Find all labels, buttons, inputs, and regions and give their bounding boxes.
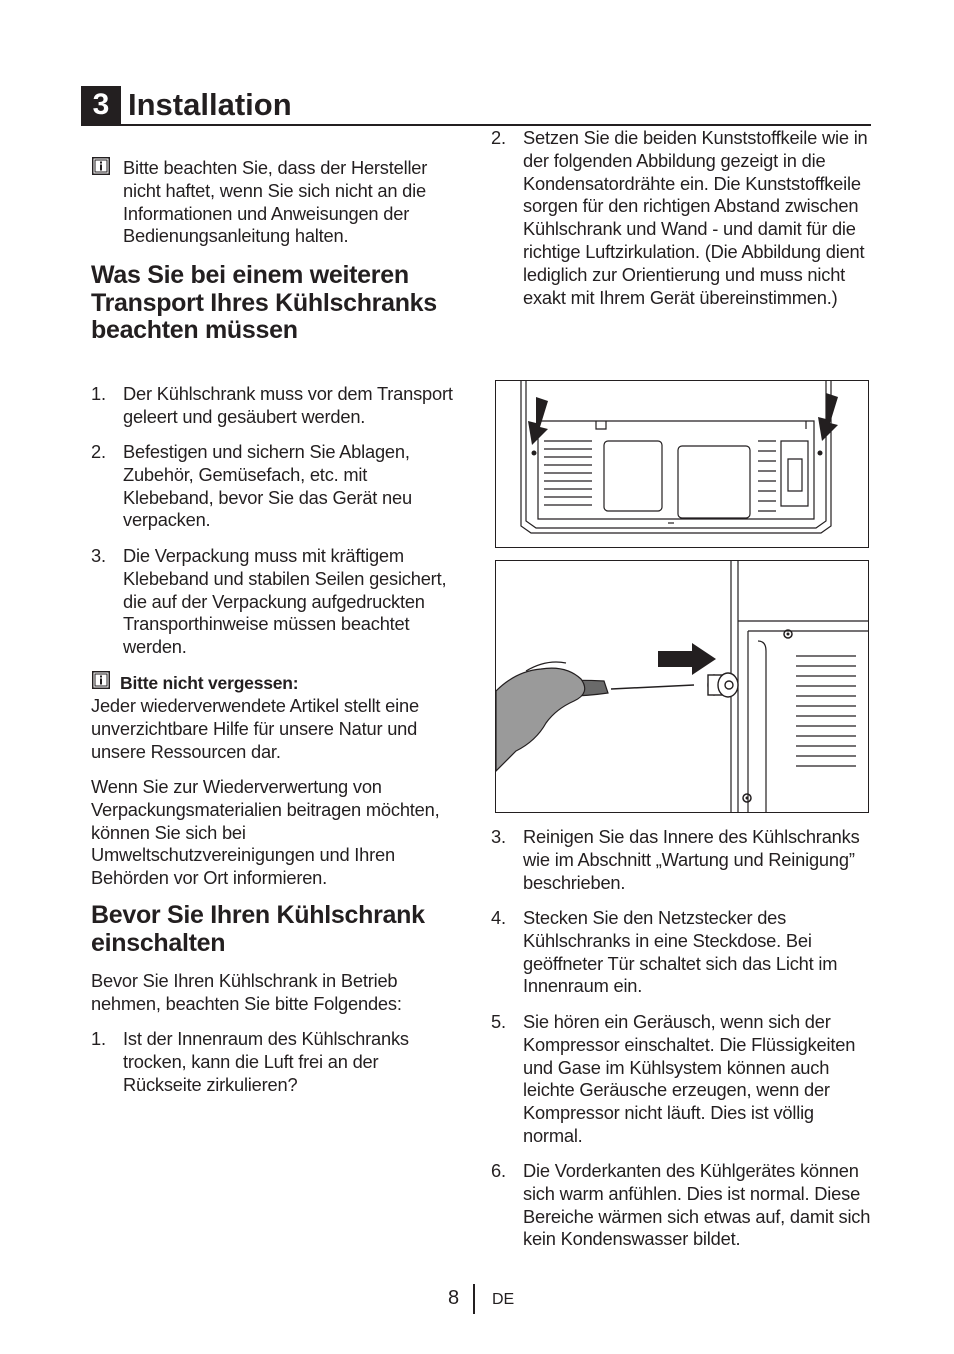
list-number: 3.	[91, 545, 106, 566]
page-number: 8	[448, 1287, 460, 1309]
list-item	[91, 441, 475, 533]
figure-insert-spacer	[495, 560, 869, 813]
info-icon	[92, 671, 110, 689]
info-icon	[92, 157, 110, 175]
note-text: Jeder wiederverwendete Artikel stellt eine unverzichtbare Hilfe für unsere Natur und unsere Ressourcen dar.	[91, 695, 419, 762]
list-text: Die Vorderkanten des Kühlgerätes können sich warm anfühlen. Dies ist normal. Diese Bereiche wärmen sich etwas auf, damit sich kein Kondenswasser bildet.	[523, 1160, 871, 1250]
list-number: 1.	[91, 383, 106, 404]
list-number: 4.	[491, 907, 506, 928]
list-text: Sie hören ein Geräusch, wenn sich der Kompressor einschaltet. Die Flüssigkeiten und Gase im Kühlsystem können auch leichte Geräusche erzeugen, wenn der Kompressor nicht läuft. Dies ist völlig normal.	[523, 1011, 856, 1146]
list-text: Befestigen und sichern Sie Ablagen, Zubehör, Gemüsefach, etc. mit Klebeband, bevor Sie das Gerät neu verpacken.	[123, 441, 412, 531]
list-item	[491, 1011, 875, 1149]
list-text: Ist der Innenraum des Kühlschranks trocken, kann die Luft frei an der Rückseite zirkulieren?	[123, 1028, 409, 1095]
list-item	[491, 127, 875, 337]
list-text: Reinigen Sie das Innere des Kühlschranks wie im Abschnitt „Wartung und Reinigung” beschrieben.	[523, 826, 860, 893]
arrow-icon	[658, 643, 716, 675]
recycle-paragraph: Wenn Sie zur Wiederverwertung von Verpackungsmaterialien beitragen möchten, können Sie sich bei Umweltschutzvereinigungen und Ihren Behörden vor Ort informieren.	[91, 776, 440, 889]
list-text: Stecken Sie den Netzstecker des Kühlschranks in eine Steckdose. Bei geöffneter Tür schaltet sich das Licht im Innenraum ein.	[523, 907, 838, 997]
list-item	[491, 1160, 875, 1252]
list-item	[91, 1028, 475, 1098]
list-item	[491, 907, 875, 999]
list-number: 6.	[491, 1160, 506, 1181]
list-number: 2.	[491, 127, 506, 148]
footer-divider	[473, 1284, 475, 1314]
note-title: Bitte nicht vergessen:	[120, 673, 299, 693]
heading-before-switch-on: Bevor Sie Ihren Kühlschrank einschalten	[91, 901, 425, 957]
list-number: 5.	[491, 1011, 506, 1032]
chapter-title: Installation	[128, 87, 292, 122]
list-text: Die Verpackung muss mit kräftigem Klebeband und stabilen Seilen gesichert, die auf der Verpackung aufgedruckten Transporthinweise müssen beachtet werden.	[123, 545, 447, 658]
list-item	[91, 383, 475, 429]
list-item	[491, 826, 875, 896]
language-code: DE	[492, 1291, 515, 1308]
list-number: 1.	[91, 1028, 106, 1049]
spacer-illustration	[496, 561, 868, 812]
chapter-number: 3	[81, 86, 121, 124]
arrow-icon	[818, 393, 838, 441]
list-text: Setzen Sie die beiden Kunststoffkeile wie in der folgenden Abbildung gezeigt in die Kondensatordrähte ein. Die Kunststoffkeile sorgen für den richtigen Abstand zwischen Kühlschrank und Wand - und damit für die richtige Luftzirkulation. (Die Abbildung dient lediglich zur Orientierung und muss nicht exakt mit Ihrem Gerät übereinstimmen.)	[523, 127, 868, 308]
fridge-back-illustration	[496, 381, 868, 547]
list-text: Der Kühlschrank muss vor dem Transport geleert und gesäubert werden.	[123, 383, 453, 427]
list-item	[91, 545, 475, 660]
heading-transport: Was Sie bei einem weiteren Transport Ihres Kühlschranks beachten müssen	[91, 261, 437, 344]
note-liability: Bitte beachten Sie, dass der Hersteller nicht haftet, wenn Sie sich nicht an die Informationen und Anweisungen der Bedienungsanleitung halten.	[123, 157, 428, 247]
list-number: 3.	[491, 826, 506, 847]
list-number: 2.	[91, 441, 106, 462]
figure-fridge-back	[495, 380, 869, 548]
intro-paragraph: Bevor Sie Ihren Kühlschrank in Betrieb nehmen, beachten Sie bitte Folgendes:	[91, 970, 402, 1014]
chapter-header	[81, 84, 871, 126]
